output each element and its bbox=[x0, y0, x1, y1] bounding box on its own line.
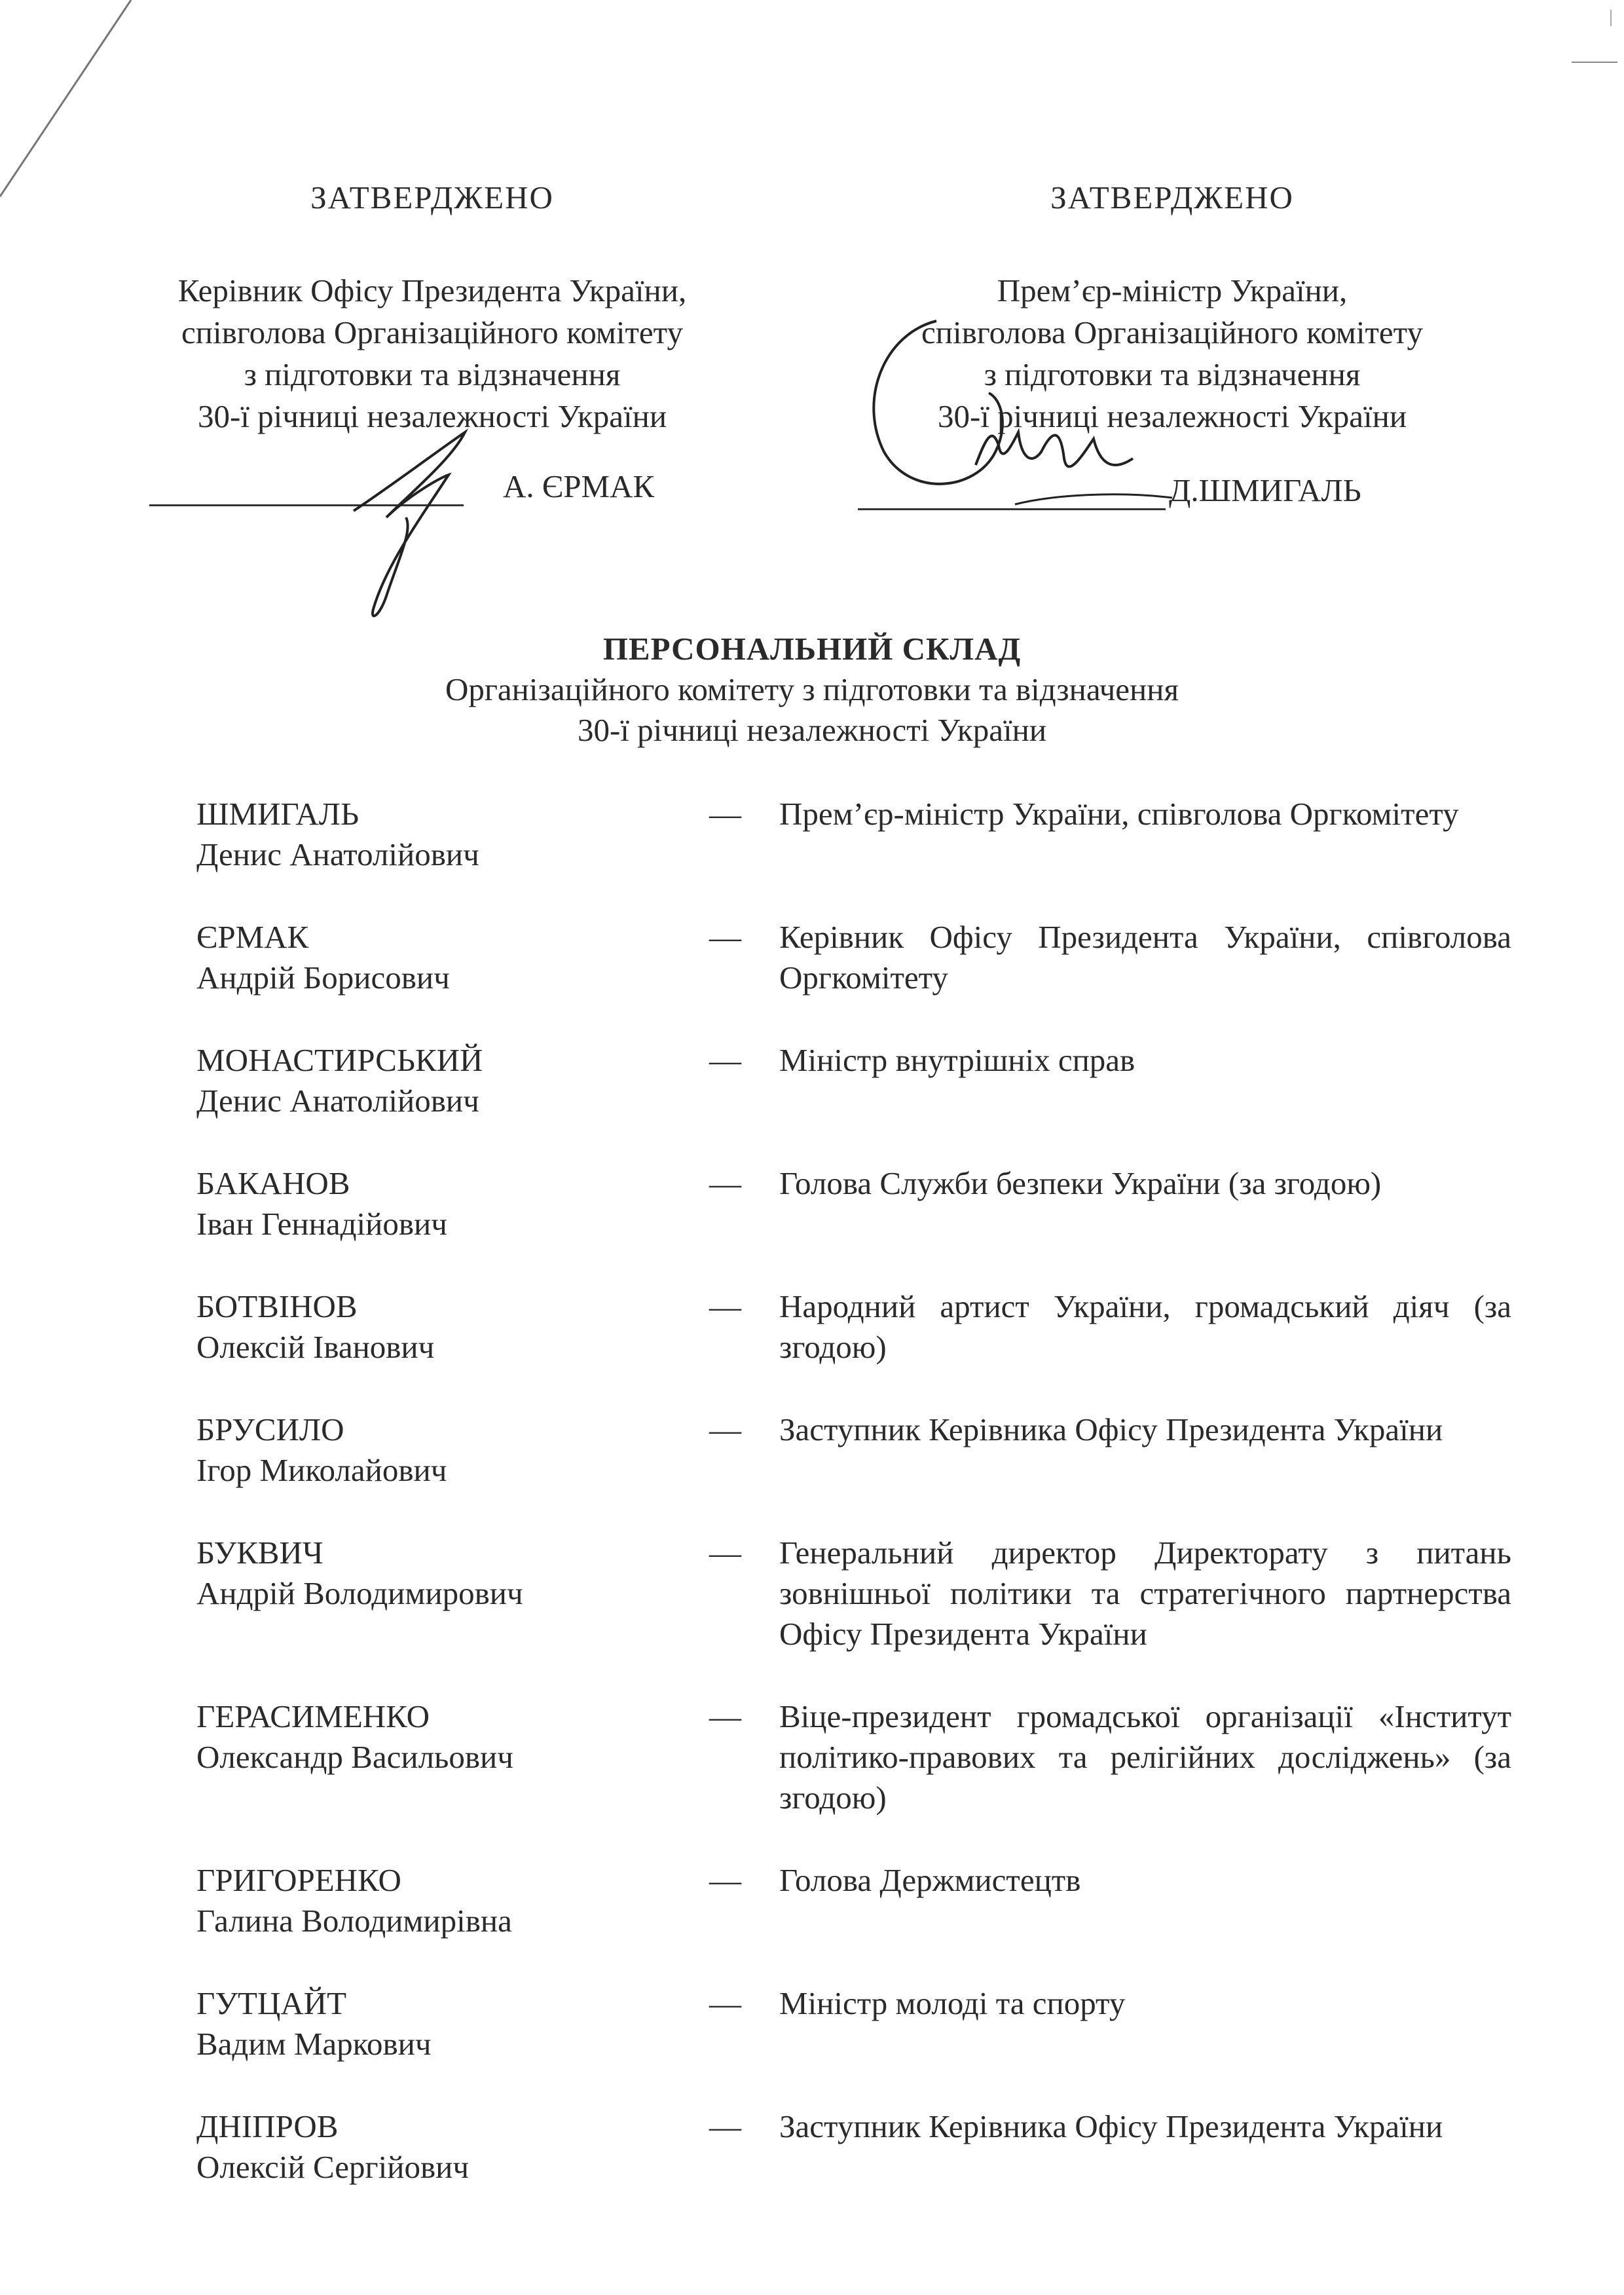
approval-line: з підготовки та відзначення bbox=[244, 356, 621, 392]
member-position: Голова Служби безпеки України (за згодою) bbox=[779, 1165, 1382, 1201]
handwritten-signature-left bbox=[314, 419, 485, 629]
member-surname: ГЕРАСИМЕНКО bbox=[196, 1698, 430, 1734]
member-given-names: Олексій Іванович bbox=[196, 1329, 435, 1365]
member-position: Народний артист України, громадський діяч (за згодою) bbox=[779, 1288, 1511, 1365]
entry-dash: — bbox=[709, 1042, 741, 1078]
member-surname: МОНАСТИРСЬКИЙ bbox=[196, 1042, 483, 1078]
member-surname: БОТВІНОВ bbox=[196, 1288, 358, 1324]
member-position: Міністр внутрішніх справ bbox=[779, 1042, 1135, 1078]
entry-dash: — bbox=[709, 919, 741, 955]
member-given-names: Вадим Маркович bbox=[196, 2026, 432, 2062]
member-position: Керівник Офісу Президента України, співголова Оргкомітету bbox=[779, 919, 1511, 996]
entry-dash: — bbox=[709, 1698, 741, 1734]
member-position: Голова Держмистецтв bbox=[779, 1862, 1081, 1898]
signatory-name-left: А. ЄРМАК bbox=[503, 468, 655, 504]
approval-left bbox=[138, 177, 727, 438]
approval-line: співголова Організаційного комітету bbox=[921, 314, 1423, 350]
approval-line: 30-ї річниці незалежності України bbox=[197, 398, 667, 434]
member-surname: ГУТЦАЙТ bbox=[196, 1985, 347, 2021]
member-given-names: Денис Анатолійович bbox=[196, 1083, 479, 1119]
approval-line: 30-ї річниці незалежності України bbox=[937, 398, 1407, 434]
entry-dash: — bbox=[709, 1165, 741, 1201]
member-position: Заступник Керівника Офісу Президента України bbox=[779, 2108, 1443, 2144]
document-subtitle-line-1: Організаційного комітету з підготовки та відзначення bbox=[445, 671, 1179, 707]
member-surname: БРУСИЛО bbox=[196, 1411, 344, 1447]
approval-line: Прем’єр-міністр України, bbox=[997, 272, 1348, 308]
approval-line: співголова Організаційного комітету bbox=[181, 314, 683, 350]
member-position: Заступник Керівника Офісу Президента України bbox=[779, 1411, 1443, 1447]
approval-heading: ЗАТВЕРДЖЕНО bbox=[310, 179, 554, 215]
scan-edge-marks bbox=[1545, 0, 1624, 92]
entry-dash: — bbox=[709, 1411, 741, 1447]
member-given-names: Галина Володимирівна bbox=[196, 1903, 512, 1939]
entry-dash: — bbox=[709, 1985, 741, 2021]
approval-line: з підготовки та відзначення bbox=[984, 356, 1361, 392]
document-subtitle-line-2: 30-ї річниці незалежності України bbox=[577, 712, 1047, 748]
member-given-names: Ігор Миколайович bbox=[196, 1452, 447, 1488]
member-given-names: Іван Геннадійович bbox=[196, 1206, 447, 1242]
member-given-names: Денис Анатолійович bbox=[196, 836, 479, 872]
member-given-names: Олександр Васильович bbox=[196, 1739, 513, 1775]
member-position: Генеральний директор Директорату з питань зовнішньої політики та стратегічного партнерства Офісу Президента України bbox=[779, 1535, 1511, 1652]
scan-corner-line bbox=[0, 0, 157, 223]
entry-dash: — bbox=[709, 2108, 741, 2144]
approval-heading: ЗАТВЕРДЖЕНО bbox=[1050, 179, 1294, 215]
member-position: Прем’єр-міністр України, співголова Оргкомітету bbox=[779, 796, 1459, 832]
entry-dash: — bbox=[709, 1288, 741, 1324]
member-given-names: Андрій Володимирович bbox=[196, 1575, 523, 1611]
approval-line: Керівник Офісу Президента України, bbox=[177, 272, 687, 308]
member-surname: ДНІПРОВ bbox=[196, 2108, 339, 2144]
member-surname: ЄРМАК bbox=[196, 919, 309, 955]
member-position: Міністр молоді та спорту bbox=[779, 1985, 1126, 2021]
document-title-block bbox=[0, 629, 1624, 751]
document-title: ПЕРСОНАЛЬНИЙ СКЛАД bbox=[602, 631, 1022, 667]
entry-dash: — bbox=[709, 796, 741, 832]
member-given-names: Олексій Сергійович bbox=[196, 2149, 469, 2185]
member-surname: БУКВИЧ bbox=[196, 1535, 323, 1571]
signatory-name-right: Д.ШМИГАЛЬ bbox=[1169, 472, 1361, 508]
member-surname: БАКАНОВ bbox=[196, 1165, 350, 1201]
entry-dash: — bbox=[709, 1535, 741, 1571]
entry-dash: — bbox=[709, 1862, 741, 1898]
member-surname: ГРИГОРЕНКО bbox=[196, 1862, 401, 1898]
member-position: Віце-президент громадської організації «Інститут політико-правових та релігійних досліджень» (за згодою) bbox=[779, 1698, 1511, 1816]
member-given-names: Андрій Борисович bbox=[196, 960, 450, 996]
member-surname: ШМИГАЛЬ bbox=[196, 796, 360, 832]
handwritten-signature-right bbox=[845, 295, 1185, 517]
